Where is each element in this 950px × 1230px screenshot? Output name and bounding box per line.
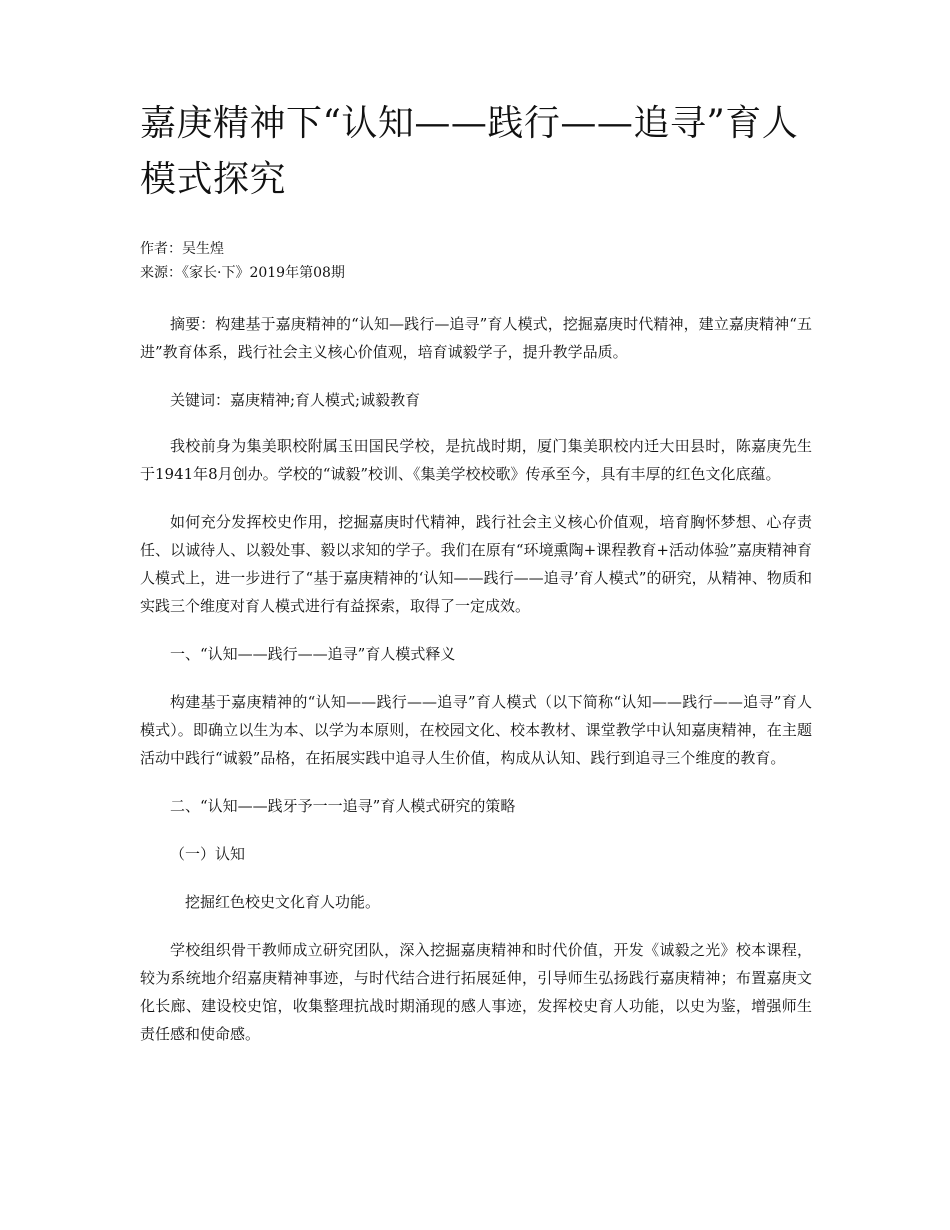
section-heading-1: 一、“认知——践行——追寻”育人模式释义 [170, 645, 456, 663]
body-paragraph-4: 学校组织骨干教师成立研究团队，深入挖掘嘉庚精神和时代价值，开发《诚毅之光》校本课程，较为系统地介绍嘉庚精神事迹，与时代结合进行拓展延伸，引导师生弘扬践行嘉庚精神；布置嘉庚文化长廊、建设校史馆，收集整理抗战时期涌现的感人事迹，发挥校史育人功能，以史为鉴，增强师生责任感和使命感。 [140, 941, 812, 1043]
article-title: 嘉庚精神下“认知——践行——追寻”育人模式探究 [140, 103, 799, 200]
document-page [140, 0, 812, 1048]
author-line: 作者：吴生煌 [140, 241, 224, 257]
keywords-paragraph: 关键词：嘉庚精神;育人模式;诚毅教育 [170, 391, 421, 409]
body-paragraph-2: 如何充分发挥校史作用，挖掘嘉庚时代精神，践行社会主义核心价值观，培育胸怀梦想、心存责任、以诚待人、以毅处事、毅以求知的学子。我们在原有“环境熏陶+课程教育+活动体验”嘉庚精神育人模式上，进一步进行了“基于嘉庚精神的‘认知——践行——追寻’育人模式”的研究，从精神、物质和实践三个维度对育人模式进行有益探索，取得了一定成效。 [140, 513, 812, 615]
body-paragraph-3: 构建基于嘉庚精神的“认知——践行——追寻”育人模式（以下简称“认知——践行——追寻”育人模式）。即确立以生为本、以学为本原则，在校园文化、校本教材、课堂教学中认知嘉庚精神，在主题活动中践行“诚毅”品格，在拓展实践中追寻人生价值，构成从认知、践行到追寻三个维度的教育。 [140, 693, 812, 767]
abstract-paragraph: 摘要：构建基于嘉庚精神的“认知—践行—追寻”育人模式，挖掘嘉庚时代精神，建立嘉庚精神“五进”教育体系，践行社会主义核心价值观，培育诚毅学子，提升教学品质。 [140, 315, 812, 361]
source-line: 来源：《家长·下》2019年第08期 [140, 265, 345, 281]
section-heading-2: 二、“认知——践牙予一一追寻”育人模式研究的策略 [170, 797, 516, 815]
subsection-heading-1: （一）认知 [170, 845, 246, 863]
body-paragraph-1: 我校前身为集美职校附属玉田国民学校，是抗战时期，厦门集美职校内迁大田县时，陈嘉庚先生于1941年8月创办。学校的“诚毅”校训、《集美学校校歌》传承至今，具有丰厚的红色文化底蕴。 [140, 437, 812, 483]
lead-sentence: 挖掘红色校史文化育人功能。 [185, 893, 381, 911]
article-meta [140, 237, 812, 285]
